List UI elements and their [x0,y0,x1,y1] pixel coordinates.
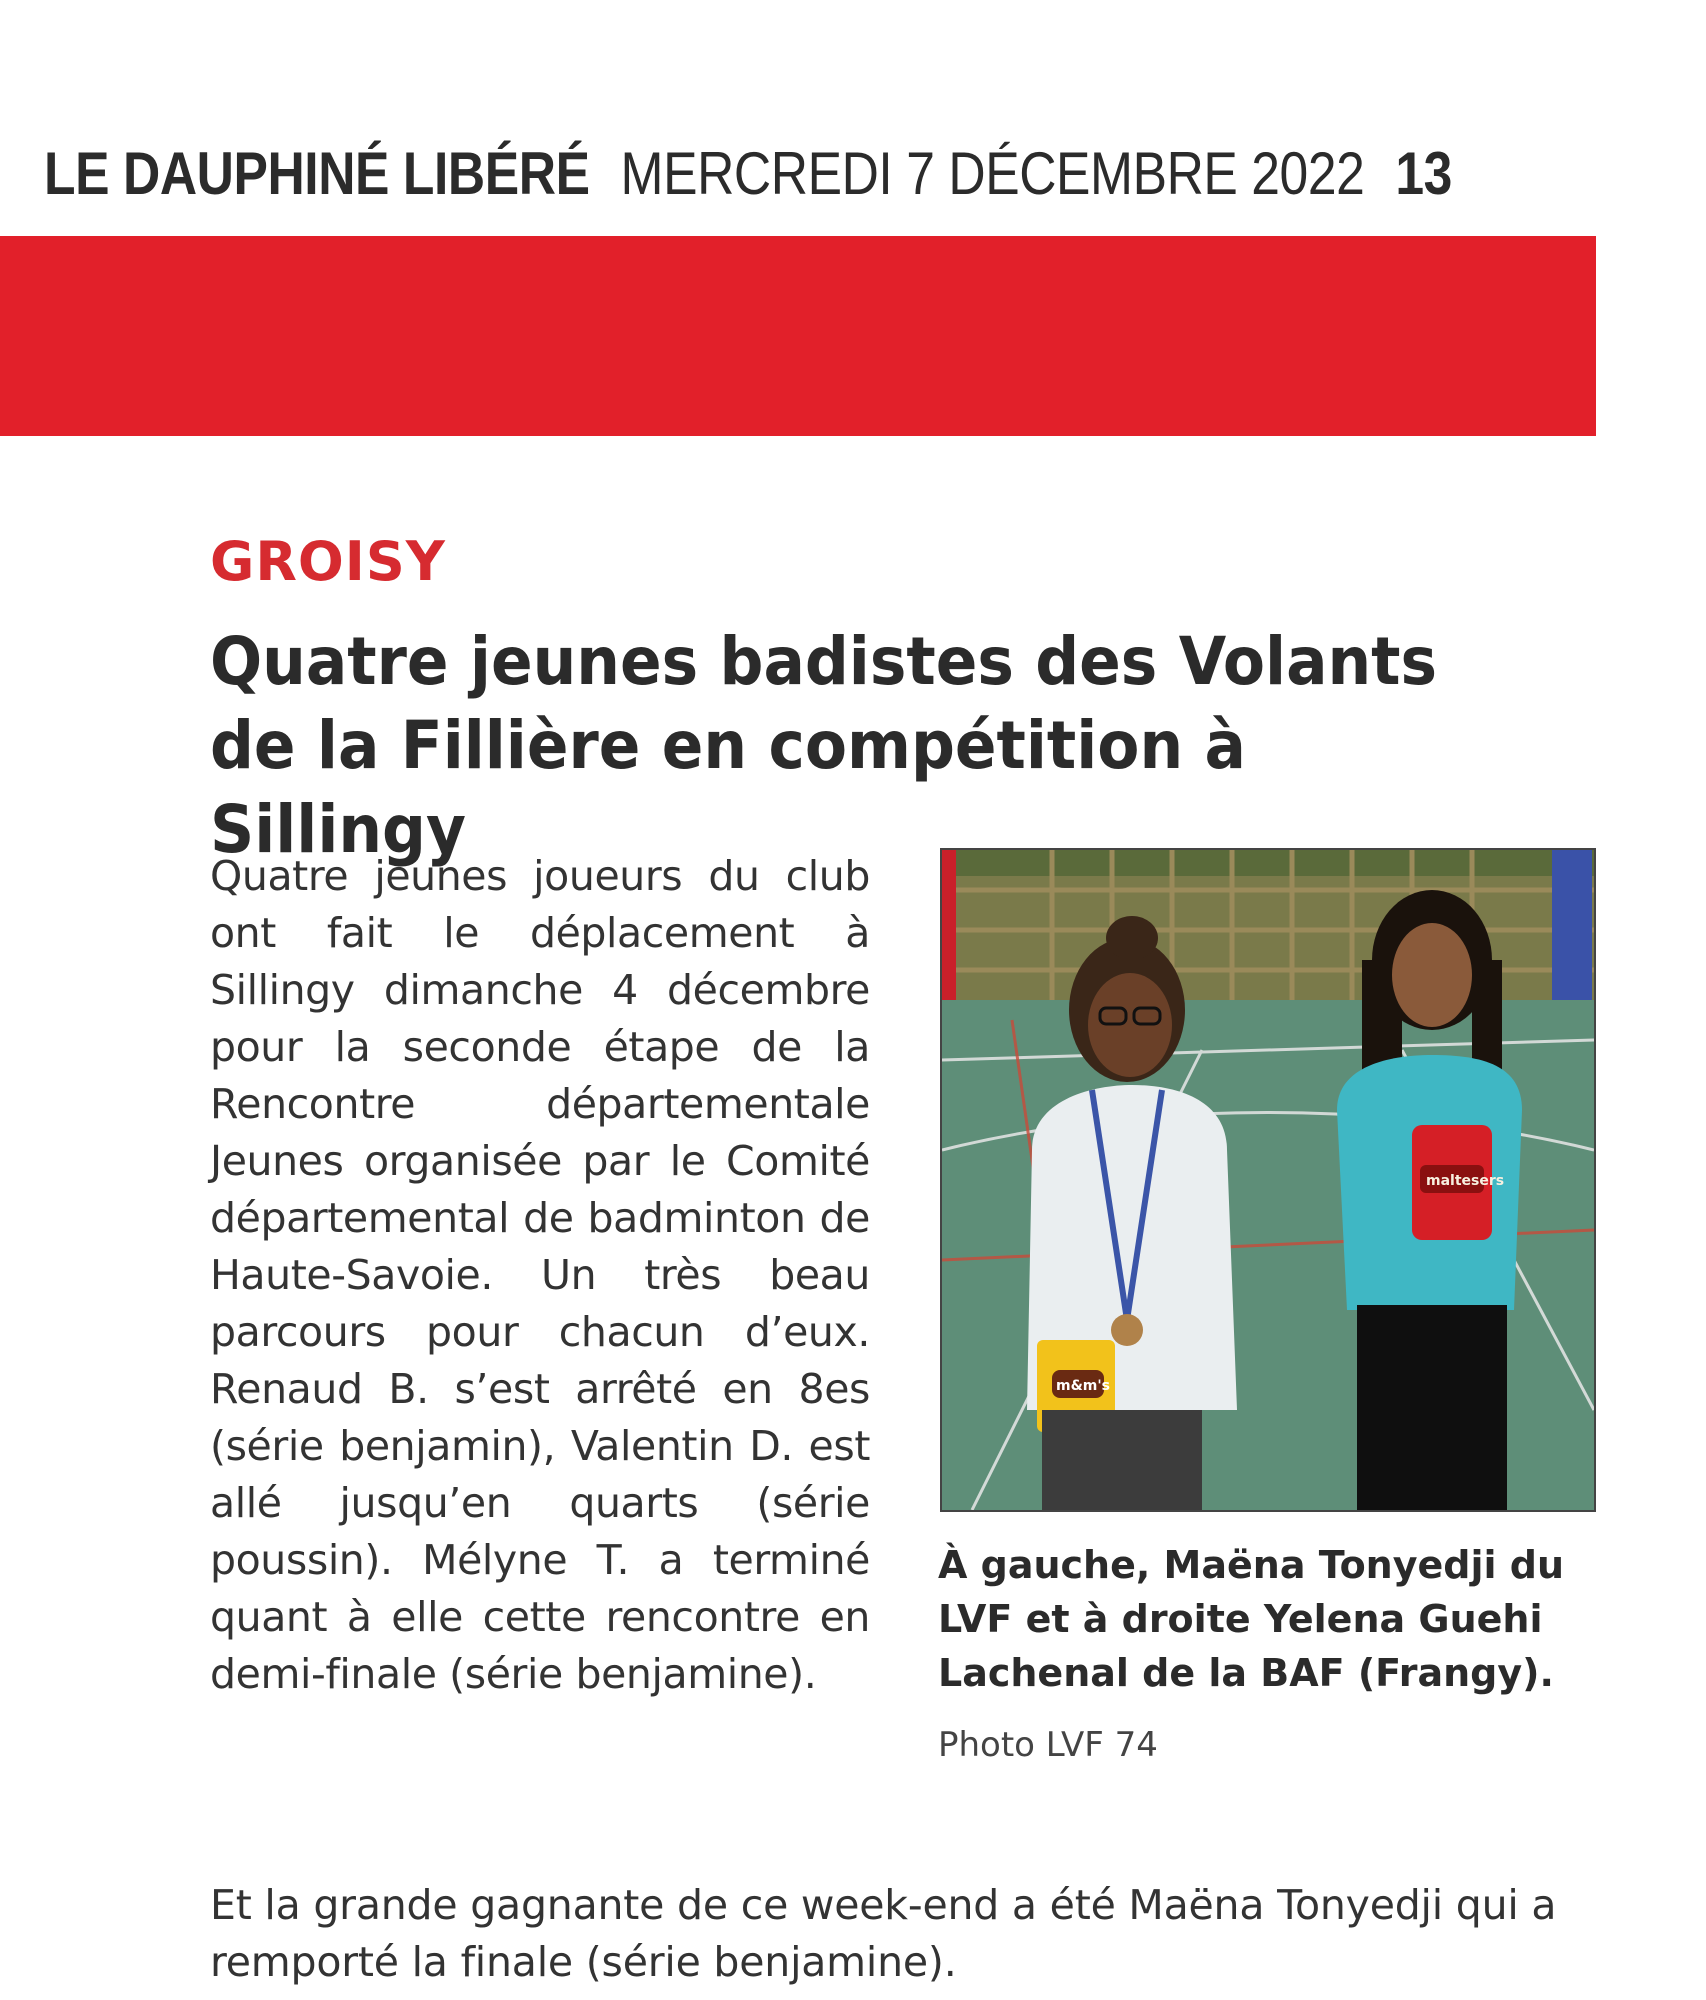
article-body-column: Quatre jeunes joueurs du club ont fait le déplacement à Sillingy dimanche 4 décembre pour la seconde étape de la Rencontre départementale Jeunes organisée par le Comité départemental de badminton de Haute-Savoie. Un très beau parcours pour chacun d’eux. Renaud B. s’est arrêté en 8es (série benjamin), Valentin D. est allé jusqu’en quarts (série poussin). Mélyne T. a terminé quant à elle cette rencontre en demi-finale (série benjamine). [210,852,870,1698]
article-body-tail: Et la grande gagnante de ce week-end a été Maëna Tonyedji qui a remporté la finale (série benjamine). [210,1881,1557,1986]
photo-illustration [942,850,1594,1510]
newspaper-name: LE DAUPHINÉ LIBÉRÉ [44,139,590,207]
masthead [44,138,1452,208]
page-number: 13 [1395,139,1452,207]
mms-bag-text: m&m's [1056,1378,1111,1394]
article-kicker: GROISY [210,530,446,593]
photo-caption: À gauche, Maëna Tonyedji du LVF et à droite Yelena Guehi Lachenal de la BAF (Frangy). [938,1543,1565,1695]
photo-credit: Photo LVF 74 [938,1725,1158,1765]
issue-date: MERCREDI 7 DÉCEMBRE 2022 [620,139,1365,207]
red-banner [0,236,1596,436]
maltesers-bag-text: maltesers [1426,1173,1505,1189]
article-photo [940,848,1596,1512]
article-headline: Quatre jeunes badistes des Volants de la Fillière en compétition à Sillingy [210,623,1438,868]
